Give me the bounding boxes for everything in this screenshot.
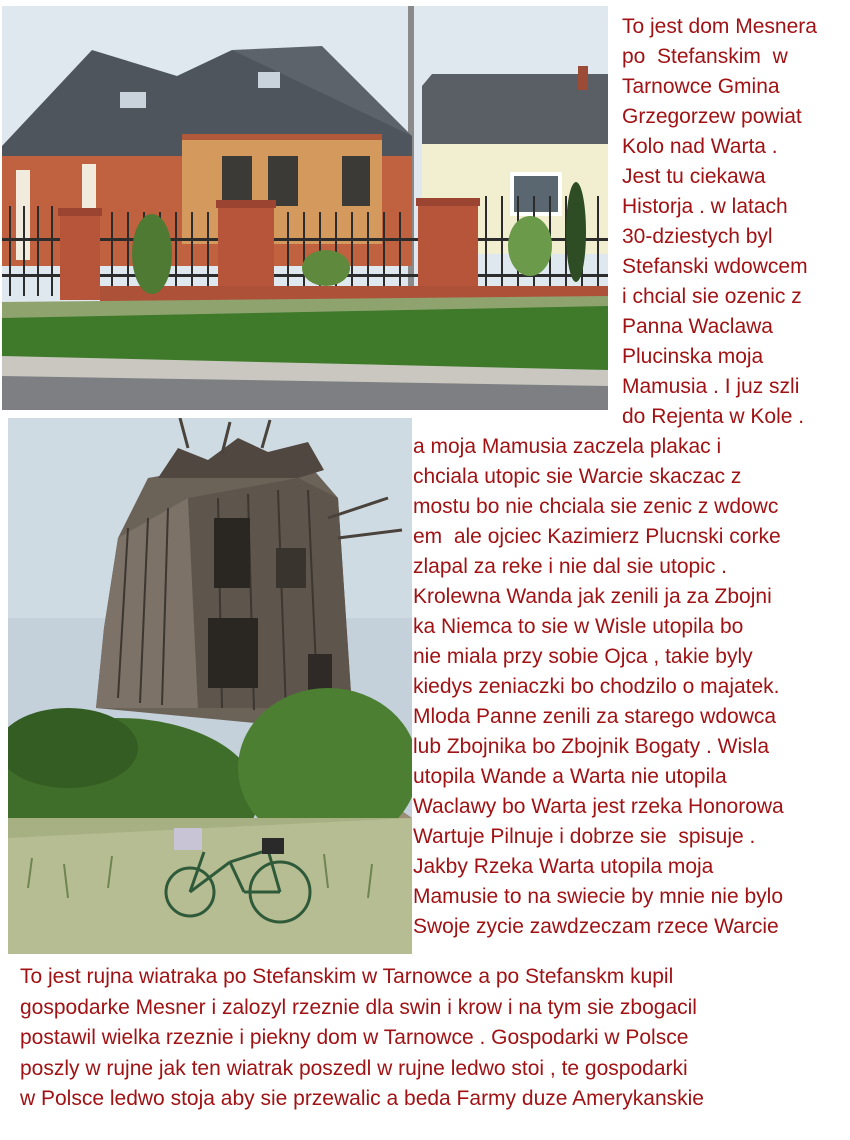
paragraph-windmill-caption: To jest rujna wiatraka po Stefanskim w Tarnowce a po Stefanskm kupil gospodarke Mesner i zalozyl rzeznie dla swin i krow i na tym sie zbogacil postawil wielka rzeznie i piekny dom w Tarnowce . Gospodarki w Polsce poszly w rujne jak ten wiatrak poszedl w rujne ledwo stoi , te gospodarki w Polsce ledwo stoja aby sie przewalic a beda Farmy duze Amerykanskie <box>20 965 704 1110</box>
windmill-ruin-photo-drawing <box>8 418 412 954</box>
windmill-ruin-photo <box>8 418 412 954</box>
house-photo-drawing <box>2 6 608 410</box>
paragraph-house-story: To jest dom Mesnera po Stefanskim w Tarnowce Gmina Grzegorzew powiat Kolo nad Warta . Jest tu ciekawa Historja . w latach 30-dziestych byl Stefanski wdowcem i chcial sie ozenic z Panna Waclawa Plucinska moja Mamusia . I juz szli do Rejenta w Kole . <box>622 15 817 428</box>
house-photo <box>2 6 608 410</box>
paragraph-warta-story: a moja Mamusia zaczela plakac i chciala utopic sie Warcie skaczac z mostu bo nie chciala sie zenic z wdowc em ale ojciec Kazimierz Plucnski corke zlapal za reke i nie dal sie utopic . Krolewna Wanda jak zenili ja za Zbojni ka Niemca to sie w Wisle utopila bo nie miala przy sobie Ojca , takie byly kiedys zeniaczki bo chodzilo o majatek. Mloda Panne zenili za starego wdowca lub Zbojnika bo Zbojnik Bogaty . Wisla utopila Wande a Warta nie utopila Waclawy bo Warta jest rzeka Honorowa Wartuje Pilnuje i dobrze sie spisuje . Jakby Rzeka Warta utopila moja Mamusie to na swiecie by mnie nie bylo Swoje zycie zawdzeczam rzece Warcie <box>413 435 784 938</box>
